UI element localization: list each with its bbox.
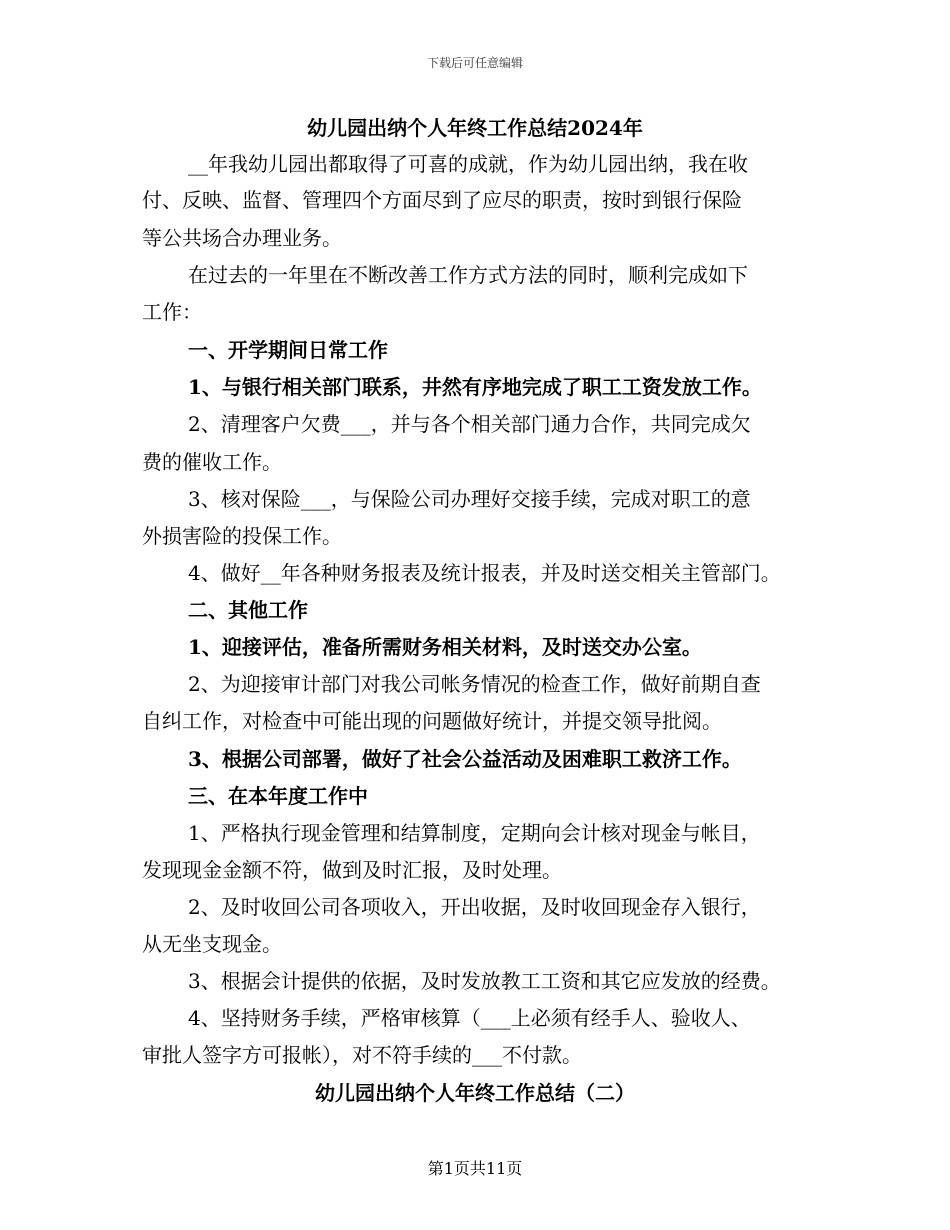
section1-item3-line-2: 外损害险的投保工作。	[142, 524, 342, 548]
para2-line-1: 在过去的一年里在不断改善工作方式方法的同时，顺利完成如下	[188, 263, 748, 287]
section3-heading: 三、在本年度工作中	[188, 784, 368, 808]
section3-item2-line-1: 2、及时收回公司各项收入，开出收据，及时收回现金存入银行，	[188, 895, 761, 919]
document-title: 幼儿园出纳个人年终工作总结2024年	[307, 116, 643, 140]
section2-heading: 二、其他工作	[188, 598, 308, 622]
intro-line-1: __年我幼儿园出都取得了可喜的成就，作为幼儿园出纳，我在收	[188, 152, 748, 176]
next-section-title: 幼儿园出纳个人年终工作总结（二）	[315, 1081, 635, 1105]
intro-line-2: 付、反映、监督、管理四个方面尽到了应尽的职责，按时到银行保险	[142, 188, 742, 212]
section3-item4-line-2: 审批人签字方可报帐），对不符手续的___不付款。	[142, 1043, 582, 1067]
page-footer: 第1页共11页	[427, 1159, 523, 1178]
intro-line-3: 等公共场合办理业务。	[142, 226, 342, 250]
section3-item3: 3、根据会计提供的依据，及时发放教工工资和其它应发放的经费。	[188, 969, 781, 993]
section1-item2-line-2: 费的催收工作。	[142, 450, 282, 474]
section2-item1: 1、迎接评估，准备所需财务相关材料，及时送交办公室。	[188, 635, 702, 659]
page-header: 下载后可任意编辑	[426, 56, 523, 70]
section2-item2-line-1: 2、为迎接审计部门对我公司帐务情况的检查工作，做好前期自查	[188, 672, 761, 696]
section3-item4-line-1: 4、坚持财务手续，严格审核算（___上必须有经手人、验收人、	[188, 1006, 751, 1030]
section3-item1-line-1: 1、严格执行现金管理和结算制度，定期向会计核对现金与帐目，	[188, 821, 761, 845]
section3-item2-line-2: 从无坐支现金。	[142, 932, 282, 956]
section2-item2-line-2: 自纠工作，对检查中可能出现的问题做好统计，并提交领导批阅。	[142, 709, 722, 733]
section3-item1-line-2: 发现现金金额不符，做到及时汇报，及时处理。	[142, 858, 562, 882]
section1-item3-line-1: 3、核对保险___，与保险公司办理好交接手续，完成对职工的意	[188, 487, 751, 511]
section1-item2-line-1: 2、清理客户欠费___，并与各个相关部门通力合作，共同完成欠	[188, 412, 751, 436]
section2-item3: 3、根据公司部署，做好了社会公益活动及困难职工救济工作。	[188, 747, 742, 771]
section1-item1: 1、与银行相关部门联系，井然有序地完成了职工工资发放工作。	[188, 375, 762, 399]
para2-line-2: 工作：	[142, 300, 202, 324]
section1-item4: 4、做好__年各种财务报表及统计报表，并及时送交相关主管部门。	[188, 561, 781, 585]
section1-heading: 一、开学期间日常工作	[188, 338, 388, 362]
